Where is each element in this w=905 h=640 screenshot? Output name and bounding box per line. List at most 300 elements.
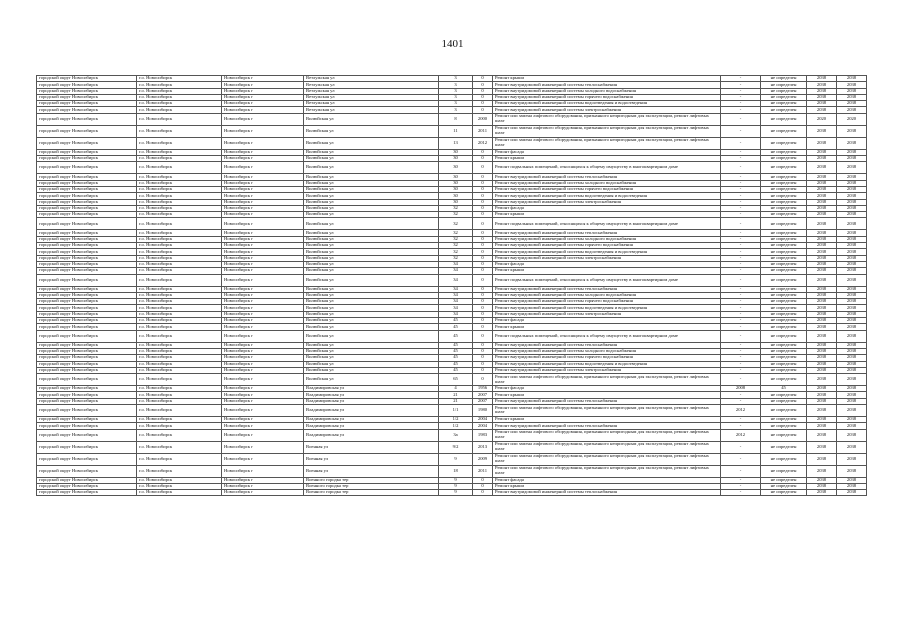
cell-plan-start: 2038 bbox=[807, 490, 837, 496]
cell-work-type: Ремонт фасада bbox=[493, 386, 721, 392]
cell-last-repair: - bbox=[721, 274, 761, 286]
cell-street: Ветлужская ул bbox=[304, 101, 439, 107]
cell-last-repair: - bbox=[721, 342, 761, 348]
cell-last-repair: - bbox=[721, 292, 761, 298]
cell-plan-end: 2038 bbox=[837, 374, 867, 386]
cell-work-type: Ремонт внутридомовой инженерной системы теплоснабжения bbox=[493, 286, 721, 292]
cell-street: Ветлужская ул bbox=[304, 107, 439, 113]
cell-house-number: 32 bbox=[439, 218, 473, 230]
cell-last-repair: - bbox=[721, 483, 761, 489]
cell-plan-end: 2038 bbox=[837, 441, 867, 453]
cell-street: Вилюйская ул bbox=[304, 186, 439, 192]
table-row bbox=[37, 490, 867, 496]
cell-year-built: 2011 bbox=[473, 125, 493, 137]
cell-street: Владимировская ул bbox=[304, 423, 439, 429]
cell-plan-start: 2038 bbox=[807, 180, 837, 186]
cell-wear-status: не определен bbox=[761, 88, 807, 94]
cell-last-repair: - bbox=[721, 249, 761, 255]
cell-district: г.о. Новосибирск bbox=[137, 186, 222, 192]
cell-house-number: 45 bbox=[439, 342, 473, 348]
cell-year-built: 0 bbox=[473, 374, 493, 386]
cell-district: г.о. Новосибирск bbox=[137, 88, 222, 94]
cell-plan-start: 2038 bbox=[807, 404, 837, 416]
cell-plan-start: 2038 bbox=[807, 156, 837, 162]
cell-year-built: 0 bbox=[473, 305, 493, 311]
table-row bbox=[37, 274, 867, 286]
cell-plan-start: 2038 bbox=[807, 212, 837, 218]
cell-street: Вилюйская ул bbox=[304, 261, 439, 267]
cell-last-repair: - bbox=[721, 186, 761, 192]
cell-plan-end: 2038 bbox=[837, 156, 867, 162]
cell-plan-end: 2038 bbox=[837, 101, 867, 107]
cell-wear-status: не определен bbox=[761, 342, 807, 348]
cell-municipality: городской округ Новосибирск bbox=[37, 76, 137, 82]
cell-plan-start: 2038 bbox=[807, 218, 837, 230]
cell-work-type: Ремонт или замена лифтового оборудования, признанного непригодным для эксплуатации, ремонт лифтовых шахт bbox=[493, 441, 721, 453]
cell-plan-end: 2038 bbox=[837, 318, 867, 324]
cell-year-built: 0 bbox=[473, 88, 493, 94]
cell-work-type: Ремонт внутридомовой инженерной системы холодного водоснабжения bbox=[493, 180, 721, 186]
cell-house-number: 45 bbox=[439, 361, 473, 367]
page-number: 1401 bbox=[441, 38, 464, 50]
cell-plan-end: 2038 bbox=[837, 149, 867, 155]
cell-wear-status: не определен bbox=[761, 125, 807, 137]
cell-street: Вилюйская ул bbox=[304, 374, 439, 386]
cell-plan-start: 2038 bbox=[807, 82, 837, 88]
cell-plan-end: 2038 bbox=[837, 212, 867, 218]
cell-plan-start: 2038 bbox=[807, 149, 837, 155]
cell-locality: Новосибирск г bbox=[222, 149, 304, 155]
cell-work-type: Ремонт внутридомовой инженерной системы теплоснабжения bbox=[493, 82, 721, 88]
cell-year-built: 0 bbox=[473, 268, 493, 274]
cell-street: Военная ул bbox=[304, 453, 439, 465]
cell-locality: Новосибирск г bbox=[222, 107, 304, 113]
cell-plan-start: 2038 bbox=[807, 374, 837, 386]
cell-district: г.о. Новосибирск bbox=[137, 101, 222, 107]
cell-municipality: городской округ Новосибирск bbox=[37, 429, 137, 441]
cell-street: Вилюйская ул bbox=[304, 367, 439, 373]
cell-district: г.о. Новосибирск bbox=[137, 324, 222, 330]
cell-house-number: 34 bbox=[439, 305, 473, 311]
cell-municipality: городской округ Новосибирск bbox=[37, 361, 137, 367]
cell-plan-end: 2038 bbox=[837, 367, 867, 373]
cell-municipality: городской округ Новосибирск bbox=[37, 82, 137, 88]
cell-locality: Новосибирск г bbox=[222, 82, 304, 88]
cell-wear-status: не определен bbox=[761, 324, 807, 330]
cell-locality: Новосибирск г bbox=[222, 162, 304, 174]
cell-municipality: городской округ Новосибирск bbox=[37, 416, 137, 422]
cell-locality: Новосибирск г bbox=[222, 193, 304, 199]
cell-work-type: Ремонт крыши bbox=[493, 416, 721, 422]
cell-work-type: Ремонт или замена лифтового оборудования, признанного непригодным для эксплуатации, ремонт лифтовых шахт bbox=[493, 113, 721, 125]
cell-year-built: 0 bbox=[473, 299, 493, 305]
cell-year-built: 0 bbox=[473, 94, 493, 100]
cell-last-repair: - bbox=[721, 236, 761, 242]
cell-last-repair: - bbox=[721, 355, 761, 361]
cell-municipality: городской округ Новосибирск bbox=[37, 174, 137, 180]
cell-house-number: 45 bbox=[439, 324, 473, 330]
cell-year-built: 1980 bbox=[473, 404, 493, 416]
cell-house-number: 1/1 bbox=[439, 404, 473, 416]
cell-wear-status: не определен bbox=[761, 261, 807, 267]
cell-street: Вилюйская ул bbox=[304, 342, 439, 348]
cell-year-built: 0 bbox=[473, 255, 493, 261]
cell-plan-end: 2038 bbox=[837, 162, 867, 174]
cell-plan-start: 2038 bbox=[807, 348, 837, 354]
cell-plan-start: 2038 bbox=[807, 125, 837, 137]
cell-street: Вилюйская ул bbox=[304, 355, 439, 361]
cell-locality: Новосибирск г bbox=[222, 174, 304, 180]
cell-work-type: Ремонт внутридомовой инженерной системы горячего водоснабжения bbox=[493, 94, 721, 100]
cell-plan-start: 2038 bbox=[807, 88, 837, 94]
table-row bbox=[37, 125, 867, 137]
cell-house-number: 32 bbox=[439, 249, 473, 255]
cell-house-number: 3 bbox=[439, 94, 473, 100]
cell-locality: Новосибирск г bbox=[222, 305, 304, 311]
cell-house-number: 9 bbox=[439, 490, 473, 496]
cell-plan-start: 2038 bbox=[807, 324, 837, 330]
cell-wear-status: не определен bbox=[761, 477, 807, 483]
cell-locality: Новосибирск г bbox=[222, 348, 304, 354]
cell-last-repair: - bbox=[721, 218, 761, 230]
table-row bbox=[37, 374, 867, 386]
cell-plan-start: 2038 bbox=[807, 392, 837, 398]
cell-locality: Новосибирск г bbox=[222, 311, 304, 317]
cell-last-repair: - bbox=[721, 490, 761, 496]
cell-street: Вилюйская ул bbox=[304, 174, 439, 180]
cell-plan-end: 2038 bbox=[837, 205, 867, 211]
cell-wear-status: не определен bbox=[761, 483, 807, 489]
cell-house-number: 45 bbox=[439, 318, 473, 324]
cell-plan-end: 2038 bbox=[837, 477, 867, 483]
cell-year-built: 2007 bbox=[473, 392, 493, 398]
cell-work-type: Ремонт внутридомовой инженерной системы электроснабжения bbox=[493, 367, 721, 373]
cell-year-built: 0 bbox=[473, 318, 493, 324]
cell-work-type: Ремонт внутридомовой инженерной системы электроснабжения bbox=[493, 255, 721, 261]
cell-house-number: 30 bbox=[439, 149, 473, 155]
cell-year-built: 0 bbox=[473, 107, 493, 113]
cell-plan-start: 2038 bbox=[807, 243, 837, 249]
cell-house-number: 21 bbox=[439, 398, 473, 404]
cell-street: Ветлужская ул bbox=[304, 88, 439, 94]
cell-municipality: городской округ Новосибирск bbox=[37, 453, 137, 465]
cell-district: г.о. Новосибирск bbox=[137, 212, 222, 218]
cell-street: Вилюйская ул bbox=[304, 274, 439, 286]
cell-district: г.о. Новосибирск bbox=[137, 348, 222, 354]
cell-municipality: городской округ Новосибирск bbox=[37, 205, 137, 211]
cell-house-number: 13 bbox=[439, 137, 473, 149]
cell-year-built: 0 bbox=[473, 483, 493, 489]
cell-plan-start: 2038 bbox=[807, 292, 837, 298]
cell-work-type: Ремонт внутридомовой инженерной системы горячего водоснабжения bbox=[493, 243, 721, 249]
cell-work-type: Ремонт или замена лифтового оборудования, признанного непригодным для эксплуатации, ремонт лифтовых шахт bbox=[493, 125, 721, 137]
cell-year-built: 0 bbox=[473, 274, 493, 286]
cell-locality: Новосибирск г bbox=[222, 199, 304, 205]
cell-wear-status: не определен bbox=[761, 218, 807, 230]
cell-district: г.о. Новосибирск bbox=[137, 490, 222, 496]
cell-municipality: городской округ Новосибирск bbox=[37, 230, 137, 236]
cell-plan-start: 2038 bbox=[807, 355, 837, 361]
cell-district: г.о. Новосибирск bbox=[137, 355, 222, 361]
cell-street: Военного городка тер bbox=[304, 490, 439, 496]
cell-year-built: 0 bbox=[473, 218, 493, 230]
cell-locality: Новосибирск г bbox=[222, 249, 304, 255]
cell-plan-start: 2038 bbox=[807, 137, 837, 149]
table-row bbox=[37, 429, 867, 441]
cell-house-number: 9 bbox=[439, 477, 473, 483]
cell-work-type: Ремонт подвальных помещений, относящихся к общему имуществу в многоквартирном доме bbox=[493, 218, 721, 230]
cell-street: Вилюйская ул bbox=[304, 255, 439, 261]
cell-wear-status: не определен bbox=[761, 465, 807, 477]
cell-house-number: 3 bbox=[439, 88, 473, 94]
cell-municipality: городской округ Новосибирск bbox=[37, 180, 137, 186]
cell-municipality: городской округ Новосибирск bbox=[37, 324, 137, 330]
cell-year-built: 0 bbox=[473, 230, 493, 236]
cell-wear-status: не определен bbox=[761, 416, 807, 422]
cell-district: г.о. Новосибирск bbox=[137, 162, 222, 174]
cell-plan-start: 2038 bbox=[807, 441, 837, 453]
cell-district: г.о. Новосибирск bbox=[137, 156, 222, 162]
cell-last-repair: - bbox=[721, 82, 761, 88]
cell-municipality: городской округ Новосибирск bbox=[37, 255, 137, 261]
cell-locality: Новосибирск г bbox=[222, 243, 304, 249]
cell-work-type: Ремонт внутридомовой инженерной системы водоотведения и водоотведения bbox=[493, 305, 721, 311]
cell-house-number: 30 bbox=[439, 180, 473, 186]
cell-work-type: Ремонт внутридомовой инженерной системы водоотведения и водоотведения bbox=[493, 193, 721, 199]
cell-street: Ветлужская ул bbox=[304, 82, 439, 88]
cell-house-number: 32 bbox=[439, 243, 473, 249]
cell-work-type: Ремонт подвальных помещений, относящихся к общему имуществу в многоквартирном доме bbox=[493, 274, 721, 286]
cell-year-built: 0 bbox=[473, 236, 493, 242]
cell-work-type: Ремонт внутридомовой инженерной системы холодного водоснабжения bbox=[493, 348, 721, 354]
cell-last-repair: - bbox=[721, 398, 761, 404]
cell-district: г.о. Новосибирск bbox=[137, 416, 222, 422]
cell-plan-start: 2038 bbox=[807, 101, 837, 107]
cell-municipality: городской округ Новосибирск bbox=[37, 398, 137, 404]
cell-plan-end: 2038 bbox=[837, 292, 867, 298]
cell-municipality: городской округ Новосибирск bbox=[37, 218, 137, 230]
cell-locality: Новосибирск г bbox=[222, 125, 304, 137]
cell-wear-status: не определен bbox=[761, 355, 807, 361]
cell-wear-status: не определен bbox=[761, 429, 807, 441]
cell-year-built: 0 bbox=[473, 342, 493, 348]
cell-wear-status: не определен bbox=[761, 249, 807, 255]
cell-last-repair: - bbox=[721, 113, 761, 125]
cell-wear-status: не определен bbox=[761, 243, 807, 249]
cell-work-type: Ремонт внутридомовой инженерной системы водоотведения и водоотведения bbox=[493, 101, 721, 107]
cell-wear-status: не определен bbox=[761, 76, 807, 82]
cell-locality: Новосибирск г bbox=[222, 361, 304, 367]
cell-year-built: 0 bbox=[473, 149, 493, 155]
cell-year-built: 0 bbox=[473, 261, 493, 267]
cell-district: г.о. Новосибирск bbox=[137, 305, 222, 311]
cell-locality: Новосибирск г bbox=[222, 299, 304, 305]
cell-locality: Новосибирск г bbox=[222, 186, 304, 192]
cell-street: Вилюйская ул bbox=[304, 305, 439, 311]
cell-last-repair: - bbox=[721, 441, 761, 453]
cell-house-number: 8 bbox=[439, 113, 473, 125]
cell-plan-start: 2038 bbox=[807, 311, 837, 317]
cell-last-repair: 2012 bbox=[721, 429, 761, 441]
cell-work-type: Ремонт подвальных помещений, относящихся к общему имуществу в многоквартирном доме bbox=[493, 162, 721, 174]
cell-plan-end: 2038 bbox=[837, 230, 867, 236]
cell-district: г.о. Новосибирск bbox=[137, 429, 222, 441]
cell-district: г.о. Новосибирск bbox=[137, 249, 222, 255]
cell-work-type: Ремонт или замена лифтового оборудования, признанного непригодным для эксплуатации, ремонт лифтовых шахт bbox=[493, 374, 721, 386]
cell-plan-start: 2038 bbox=[807, 249, 837, 255]
cell-district: г.о. Новосибирск bbox=[137, 318, 222, 324]
cell-plan-end: 2038 bbox=[837, 174, 867, 180]
cell-plan-end: 2038 bbox=[837, 88, 867, 94]
cell-wear-status: не определен bbox=[761, 404, 807, 416]
cell-last-repair: - bbox=[721, 230, 761, 236]
cell-work-type: Ремонт фасада bbox=[493, 205, 721, 211]
cell-municipality: городской округ Новосибирск bbox=[37, 94, 137, 100]
cell-municipality: городской округ Новосибирск bbox=[37, 386, 137, 392]
cell-plan-start: 2038 bbox=[807, 174, 837, 180]
cell-house-number: 45 bbox=[439, 330, 473, 342]
cell-district: г.о. Новосибирск bbox=[137, 398, 222, 404]
cell-street: Вилюйская ул bbox=[304, 330, 439, 342]
cell-street: Военного городка тер bbox=[304, 483, 439, 489]
cell-house-number: 34 bbox=[439, 299, 473, 305]
table-row bbox=[37, 137, 867, 149]
cell-wear-status: не определен bbox=[761, 374, 807, 386]
cell-plan-start: 2038 bbox=[807, 429, 837, 441]
cell-last-repair: - bbox=[721, 149, 761, 155]
cell-district: г.о. Новосибирск bbox=[137, 107, 222, 113]
cell-locality: Новосибирск г bbox=[222, 342, 304, 348]
cell-year-built: 0 bbox=[473, 361, 493, 367]
cell-house-number: 34 bbox=[439, 311, 473, 317]
cell-house-number: 32 bbox=[439, 236, 473, 242]
cell-street: Вилюйская ул bbox=[304, 162, 439, 174]
cell-plan-start: 2038 bbox=[807, 318, 837, 324]
cell-street: Ветлужская ул bbox=[304, 76, 439, 82]
cell-street: Вилюйская ул bbox=[304, 212, 439, 218]
cell-street: Вилюйская ул bbox=[304, 180, 439, 186]
cell-municipality: городской округ Новосибирск bbox=[37, 212, 137, 218]
cell-wear-status: не определен bbox=[761, 274, 807, 286]
cell-year-built: 0 bbox=[473, 330, 493, 342]
cell-street: Вилюйская ул bbox=[304, 218, 439, 230]
cell-municipality: городской округ Новосибирск bbox=[37, 305, 137, 311]
table-row bbox=[37, 113, 867, 125]
cell-plan-end: 2038 bbox=[837, 324, 867, 330]
cell-house-number: 34 bbox=[439, 268, 473, 274]
cell-district: г.о. Новосибирск bbox=[137, 230, 222, 236]
cell-house-number: 30 bbox=[439, 174, 473, 180]
cell-locality: Новосибирск г bbox=[222, 255, 304, 261]
cell-work-type: Ремонт внутридомовой инженерной системы электроснабжения bbox=[493, 311, 721, 317]
cell-district: г.о. Новосибирск bbox=[137, 113, 222, 125]
cell-year-built: 0 bbox=[473, 174, 493, 180]
cell-municipality: городской округ Новосибирск bbox=[37, 342, 137, 348]
cell-last-repair: - bbox=[721, 305, 761, 311]
cell-street: Владимировская ул bbox=[304, 386, 439, 392]
cell-last-repair: - bbox=[721, 261, 761, 267]
cell-year-built: 0 bbox=[473, 82, 493, 88]
cell-street: Владимировская ул bbox=[304, 398, 439, 404]
cell-year-built: 2004 bbox=[473, 423, 493, 429]
cell-street: Вилюйская ул bbox=[304, 348, 439, 354]
cell-district: г.о. Новосибирск bbox=[137, 149, 222, 155]
cell-house-number: 3а bbox=[439, 429, 473, 441]
cell-street: Вилюйская ул bbox=[304, 193, 439, 199]
cell-plan-end: 2038 bbox=[837, 261, 867, 267]
cell-municipality: городской округ Новосибирск bbox=[37, 292, 137, 298]
cell-district: г.о. Новосибирск bbox=[137, 193, 222, 199]
cell-last-repair: - bbox=[721, 156, 761, 162]
cell-plan-start: 2038 bbox=[807, 199, 837, 205]
table-row bbox=[37, 465, 867, 477]
cell-municipality: городской округ Новосибирск bbox=[37, 483, 137, 489]
cell-last-repair: - bbox=[721, 243, 761, 249]
cell-municipality: городской округ Новосибирск bbox=[37, 490, 137, 496]
cell-plan-end: 2038 bbox=[837, 330, 867, 342]
cell-street: Вилюйская ул bbox=[304, 361, 439, 367]
cell-district: г.о. Новосибирск bbox=[137, 292, 222, 298]
cell-work-type: Ремонт внутридомовой инженерной системы водоотведения и водоотведения bbox=[493, 361, 721, 367]
cell-municipality: городской округ Новосибирск bbox=[37, 113, 137, 125]
cell-wear-status: не определен bbox=[761, 236, 807, 242]
cell-work-type: Ремонт внутридомовой инженерной системы водоотведения и водоотведения bbox=[493, 249, 721, 255]
cell-district: г.о. Новосибирск bbox=[137, 261, 222, 267]
cell-house-number: 21 bbox=[439, 392, 473, 398]
cell-plan-end: 2038 bbox=[837, 392, 867, 398]
cell-house-number: 30 bbox=[439, 162, 473, 174]
cell-plan-end: 2020 bbox=[837, 113, 867, 125]
cell-plan-end: 2038 bbox=[837, 268, 867, 274]
cell-wear-status: не определен bbox=[761, 94, 807, 100]
cell-work-type: Ремонт фасада bbox=[493, 318, 721, 324]
cell-locality: Новосибирск г bbox=[222, 113, 304, 125]
cell-district: г.о. Новосибирск bbox=[137, 423, 222, 429]
cell-street: Вилюйская ул bbox=[304, 125, 439, 137]
cell-plan-start: 2020 bbox=[807, 113, 837, 125]
cell-wear-status: не определен bbox=[761, 230, 807, 236]
cell-wear-status: не определен bbox=[761, 113, 807, 125]
cell-last-repair: - bbox=[721, 94, 761, 100]
cell-plan-start: 2038 bbox=[807, 342, 837, 348]
cell-wear-status: не определен bbox=[761, 82, 807, 88]
cell-last-repair: - bbox=[721, 255, 761, 261]
cell-work-type: Ремонт или замена лифтового оборудования, признанного непригодным для эксплуатации, ремонт лифтовых шахт bbox=[493, 465, 721, 477]
cell-year-built: 0 bbox=[473, 76, 493, 82]
cell-plan-start: 2038 bbox=[807, 230, 837, 236]
cell-last-repair: 2012 bbox=[721, 404, 761, 416]
cell-year-built: 0 bbox=[473, 477, 493, 483]
cell-last-repair: - bbox=[721, 299, 761, 305]
cell-house-number: 3 bbox=[439, 76, 473, 82]
cell-locality: Новосибирск г bbox=[222, 330, 304, 342]
cell-year-built: 0 bbox=[473, 249, 493, 255]
cell-wear-status: не определен bbox=[761, 441, 807, 453]
cell-plan-start: 2038 bbox=[807, 398, 837, 404]
cell-plan-end: 2038 bbox=[837, 483, 867, 489]
cell-house-number: 34 bbox=[439, 292, 473, 298]
cell-district: г.о. Новосибирск bbox=[137, 137, 222, 149]
cell-work-type: Ремонт внутридомовой инженерной системы теплоснабжения bbox=[493, 490, 721, 496]
cell-work-type: Ремонт внутридомовой инженерной системы теплоснабжения bbox=[493, 423, 721, 429]
cell-locality: Новосибирск г bbox=[222, 88, 304, 94]
cell-house-number: 9 bbox=[439, 483, 473, 489]
cell-last-repair: - bbox=[721, 423, 761, 429]
cell-municipality: городской округ Новосибирск bbox=[37, 236, 137, 242]
cell-locality: Новосибирск г bbox=[222, 218, 304, 230]
cell-work-type: Ремонт внутридомовой инженерной системы горячего водоснабжения bbox=[493, 355, 721, 361]
cell-year-built: 0 bbox=[473, 490, 493, 496]
